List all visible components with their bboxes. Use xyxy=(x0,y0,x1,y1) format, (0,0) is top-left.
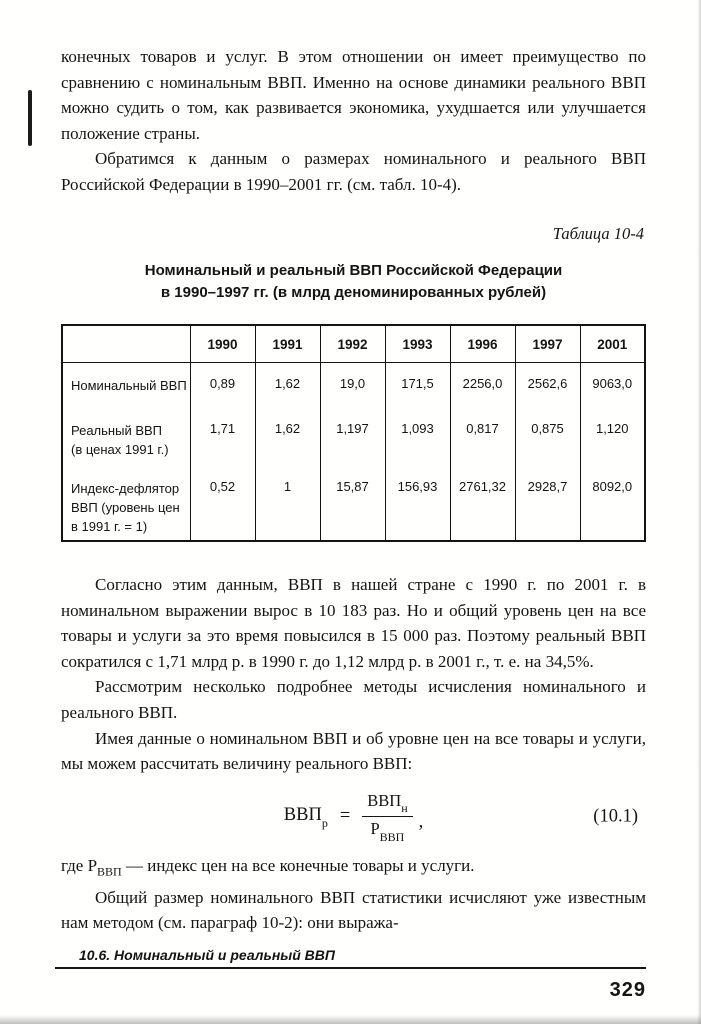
scan-artifact xyxy=(28,90,32,146)
table-cell: 2256,0 xyxy=(450,362,515,408)
row-label: Реальный ВВП (в ценах 1991 г.) xyxy=(62,408,190,466)
year-header: 1993 xyxy=(385,325,450,363)
equals-sign: = xyxy=(339,806,351,827)
table-cell: 171,5 xyxy=(385,362,450,408)
table-cell: 1,093 xyxy=(385,408,450,466)
table-row-real-gdp xyxy=(62,408,645,466)
table-row-deflator xyxy=(62,466,645,541)
paragraph-continuation: конечных товаров и услуг. В этом отношении он имеет преимущество по сравнению с номинальным ВВП. Именно на основе динамики реального ВВП можно судить о том, как развивается экономика, ухудшается или улучшается положение страны. xyxy=(61,47,646,143)
paragraph: Согласно этим данным, ВВП в нашей стране с 1990 г. по 2001 г. в номинальном выражении вырос в 10 183 раз. Но и общий уровень цен на все товары и услуги за это время повысился в 15 000 раз. Поэтому реальный ВВП сократился с 1,71 млрд р. в 1990 г. до 1,12 млрд р. в 2001 г., т. е. на 34,5%. xyxy=(61,575,646,671)
table-cell: 1,197 xyxy=(320,408,385,466)
table-cell: 9063,0 xyxy=(580,362,645,408)
table-row-nominal-gdp xyxy=(62,362,645,408)
year-header: 1990 xyxy=(190,325,255,363)
footer-section-label: 10.6. Номинальный и реальный ВВП xyxy=(55,947,646,969)
table-cell: 19,0 xyxy=(320,362,385,408)
table-title xyxy=(61,260,646,304)
table-corner-cell xyxy=(62,325,190,363)
table-title-line1: Номинальный и реальный ВВП Российской Федерации xyxy=(144,261,563,279)
formula-10-1 xyxy=(61,787,646,847)
table-cell: 2761,32 xyxy=(450,466,515,541)
paragraph: Общий размер номинального ВВП статистики исчисляют уже известным нам методом (см. параграф 10-2): они выража- xyxy=(61,887,646,933)
table-cell: 0,817 xyxy=(450,408,515,466)
formula-fraction xyxy=(362,791,412,843)
formula-lhs: $ВВП_р$ xyxy=(283,804,328,830)
table-caption: Таблица 10-4 xyxy=(552,223,644,243)
row-label: Номинальный ВВП xyxy=(62,362,190,408)
equation-number: (10.1) xyxy=(593,806,638,827)
table-header-row xyxy=(62,325,645,363)
year-header: 1992 xyxy=(320,325,385,363)
year-header: 1997 xyxy=(515,325,580,363)
page-content xyxy=(61,44,646,934)
table-cell: 15,87 xyxy=(320,466,385,541)
table-title-line2: в 1990–1997 гг. (в млрд деноминированных рублей) xyxy=(160,283,547,301)
table-cell: 1,62 xyxy=(255,408,320,466)
paragraph-formula-note: где $Р_{ВВП}$ — индекс цен на все конечные товары и услуги. xyxy=(61,855,475,879)
table-cell: 1 xyxy=(255,466,320,541)
year-header: 2001 xyxy=(580,325,645,363)
table-cell: 1,120 xyxy=(580,408,645,466)
row-label: Индекс-дефлятор ВВП (уровень цен в 1991 г. = 1) xyxy=(62,466,190,541)
table-cell: 1,62 xyxy=(255,362,320,408)
scan-shadow xyxy=(697,0,701,1024)
page-number: 329 xyxy=(609,979,646,1001)
scan-shadow xyxy=(0,1015,701,1024)
formula-trailing-comma: , xyxy=(418,811,424,832)
year-header: 1996 xyxy=(450,325,515,363)
table-cell: 0,89 xyxy=(190,362,255,408)
paragraph: Имея данные о номинальном ВВП и об уровне цен на все товары и услуги, мы можем рассчитать величину реального ВВП: xyxy=(61,728,646,774)
table-cell: 2928,7 xyxy=(515,466,580,541)
table-cell: 8092,0 xyxy=(580,466,645,541)
year-header: 1991 xyxy=(255,325,320,363)
fraction-denominator: $Р_{ВВП}$ xyxy=(370,819,405,844)
table-cell: 1,71 xyxy=(190,408,255,466)
table-cell: 0,875 xyxy=(515,408,580,466)
page-footer xyxy=(55,947,646,1002)
table-cell: 156,93 xyxy=(385,466,450,541)
fraction-numerator: $ВВП_н$ xyxy=(362,791,412,817)
gdp-table xyxy=(61,324,646,543)
paragraph: Обратимся к данным о размерах номинального и реального ВВП Российской Федерации в 1990–2001 гг. (см. табл. 10-4). xyxy=(61,149,646,194)
table-cell: 0,52 xyxy=(190,466,255,541)
paragraph: Рассмотрим несколько подробнее методы исчисления номинального и реального ВВП. xyxy=(61,677,646,723)
table-cell: 2562,6 xyxy=(515,362,580,408)
